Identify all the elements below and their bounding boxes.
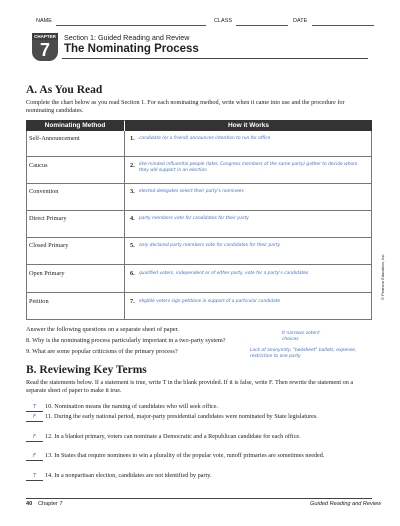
part-a-instructions: Complete the chart below as you read Section 1. For each nominating method, write when it came into use and the procedure for nominating candidates. — [26, 99, 345, 114]
answer-9[interactable]: Lack of anonymity, "bedsheet" ballots, expense, restriction to one party — [250, 348, 357, 359]
statement-item — [26, 403, 372, 412]
answer-cell[interactable]: qualified voters, independent or of either party, vote for a party's candidates — [139, 271, 309, 276]
statement-item — [26, 413, 372, 422]
question-9: 9. What are some popular criticisms of the primary process? — [26, 348, 178, 355]
chapter-badge-label: CHAPTER — [32, 33, 58, 40]
page-number: 40 — [26, 501, 33, 507]
answer-blank[interactable]: T — [26, 472, 43, 481]
method-cell: Closed Primary — [29, 242, 69, 249]
title-divider — [62, 58, 368, 59]
table-row — [26, 183, 372, 211]
chapter-badge — [32, 33, 58, 61]
footer-book-title: Guided Reading and Review — [310, 501, 382, 507]
table-row — [26, 237, 372, 265]
section-title: The Nominating Process — [64, 43, 199, 55]
answer-cell[interactable]: candidate (or a friend) announces intention to run for office — [139, 136, 271, 141]
answer-cell[interactable]: party members vote for candidates for their party — [139, 216, 249, 221]
statement-text: 12. In a blanket primary, voters can nominate a Democratic and a Republican candidate for each office. — [45, 433, 301, 440]
answer-blank[interactable]: F — [26, 433, 43, 442]
statement-text: 14. In a nonpartisan election, candidates are not identified by party. — [45, 472, 212, 479]
statement-item — [26, 433, 372, 442]
method-cell: Caucus — [29, 162, 48, 169]
part-b-instructions: Read the statements below. If a statement is true, write T in the blank provided. If it is false, write F. Then rewrite the statement on a separate sheet of paper to make it true. — [26, 379, 354, 394]
row-number: 3. — [130, 188, 135, 195]
footer-chapter: Chapter 7 — [38, 501, 63, 507]
row-number: 6. — [130, 270, 135, 277]
method-cell: Petition — [29, 298, 49, 305]
row-number: 5. — [130, 242, 135, 249]
table-row — [26, 264, 372, 293]
table-row — [26, 292, 372, 320]
row-number: 1. — [130, 135, 135, 142]
method-cell: Self-Announcement — [29, 135, 80, 142]
answer-blank[interactable]: F — [26, 452, 43, 461]
answer-cell[interactable]: eligible voters sign petitions in support of a particular candidate — [139, 299, 281, 304]
answer-8[interactable]: It narrows voters' choices — [282, 331, 321, 342]
col-header-how: How it Works — [125, 120, 372, 131]
part-a-heading: A. As You Read — [26, 84, 103, 96]
method-cell: Open Primary — [29, 270, 65, 277]
statement-item — [26, 452, 372, 461]
name-class-date-line — [28, 18, 378, 28]
answer-cell[interactable]: elected delegates select their party's nominees — [139, 189, 244, 194]
questions-intro: Answer the following questions on a separate sheet of paper. — [26, 326, 179, 333]
name-field[interactable] — [56, 25, 206, 26]
chapter-badge-number: 7 — [32, 40, 58, 61]
date-field[interactable] — [312, 25, 374, 26]
section-subtitle: Section 1: Guided Reading and Review — [64, 33, 190, 42]
method-cell: Convention — [29, 188, 59, 195]
table-row — [26, 156, 372, 184]
copyright-credit: © Pearson Education, Inc. — [380, 253, 385, 300]
statement-item — [26, 472, 372, 481]
row-number: 7. — [130, 298, 135, 305]
class-field[interactable] — [236, 25, 288, 26]
col-header-method: Nominating Method — [26, 120, 124, 131]
answer-cell[interactable]: only declared party members vote for candidates for their party — [139, 243, 281, 248]
part-b-heading: B. Reviewing Key Terms — [26, 364, 147, 376]
table-row — [26, 210, 372, 238]
row-number: 4. — [130, 215, 135, 222]
name-label: NAME — [36, 18, 52, 24]
class-label: CLASS — [214, 18, 233, 24]
statement-text: 13. In States that require nominees to win a plurality of the popular vote, runoff primaries are sometimes needed. — [45, 452, 325, 459]
answer-blank[interactable]: F — [26, 413, 43, 422]
table-row — [26, 131, 372, 157]
nominating-methods-table — [26, 120, 372, 320]
answer-blank[interactable]: T — [26, 403, 43, 412]
method-cell: Direct Primary — [29, 215, 67, 222]
statement-text: 10. Nomination means the naming of candidates who will seek office. — [45, 403, 219, 410]
date-label: DATE — [293, 18, 308, 24]
statement-text: 11. During the early national period, major-party presidential candidates were nominated by State legislatures. — [45, 413, 318, 420]
row-number: 2. — [130, 162, 135, 169]
footer-divider — [26, 498, 372, 499]
answer-cell[interactable]: like-minded influential people (later, Congress members of the same party) gather to decide whom they will support in an election — [139, 162, 358, 173]
question-8: 8. Why is the nominating process particularly important in a two-party system? — [26, 337, 226, 344]
